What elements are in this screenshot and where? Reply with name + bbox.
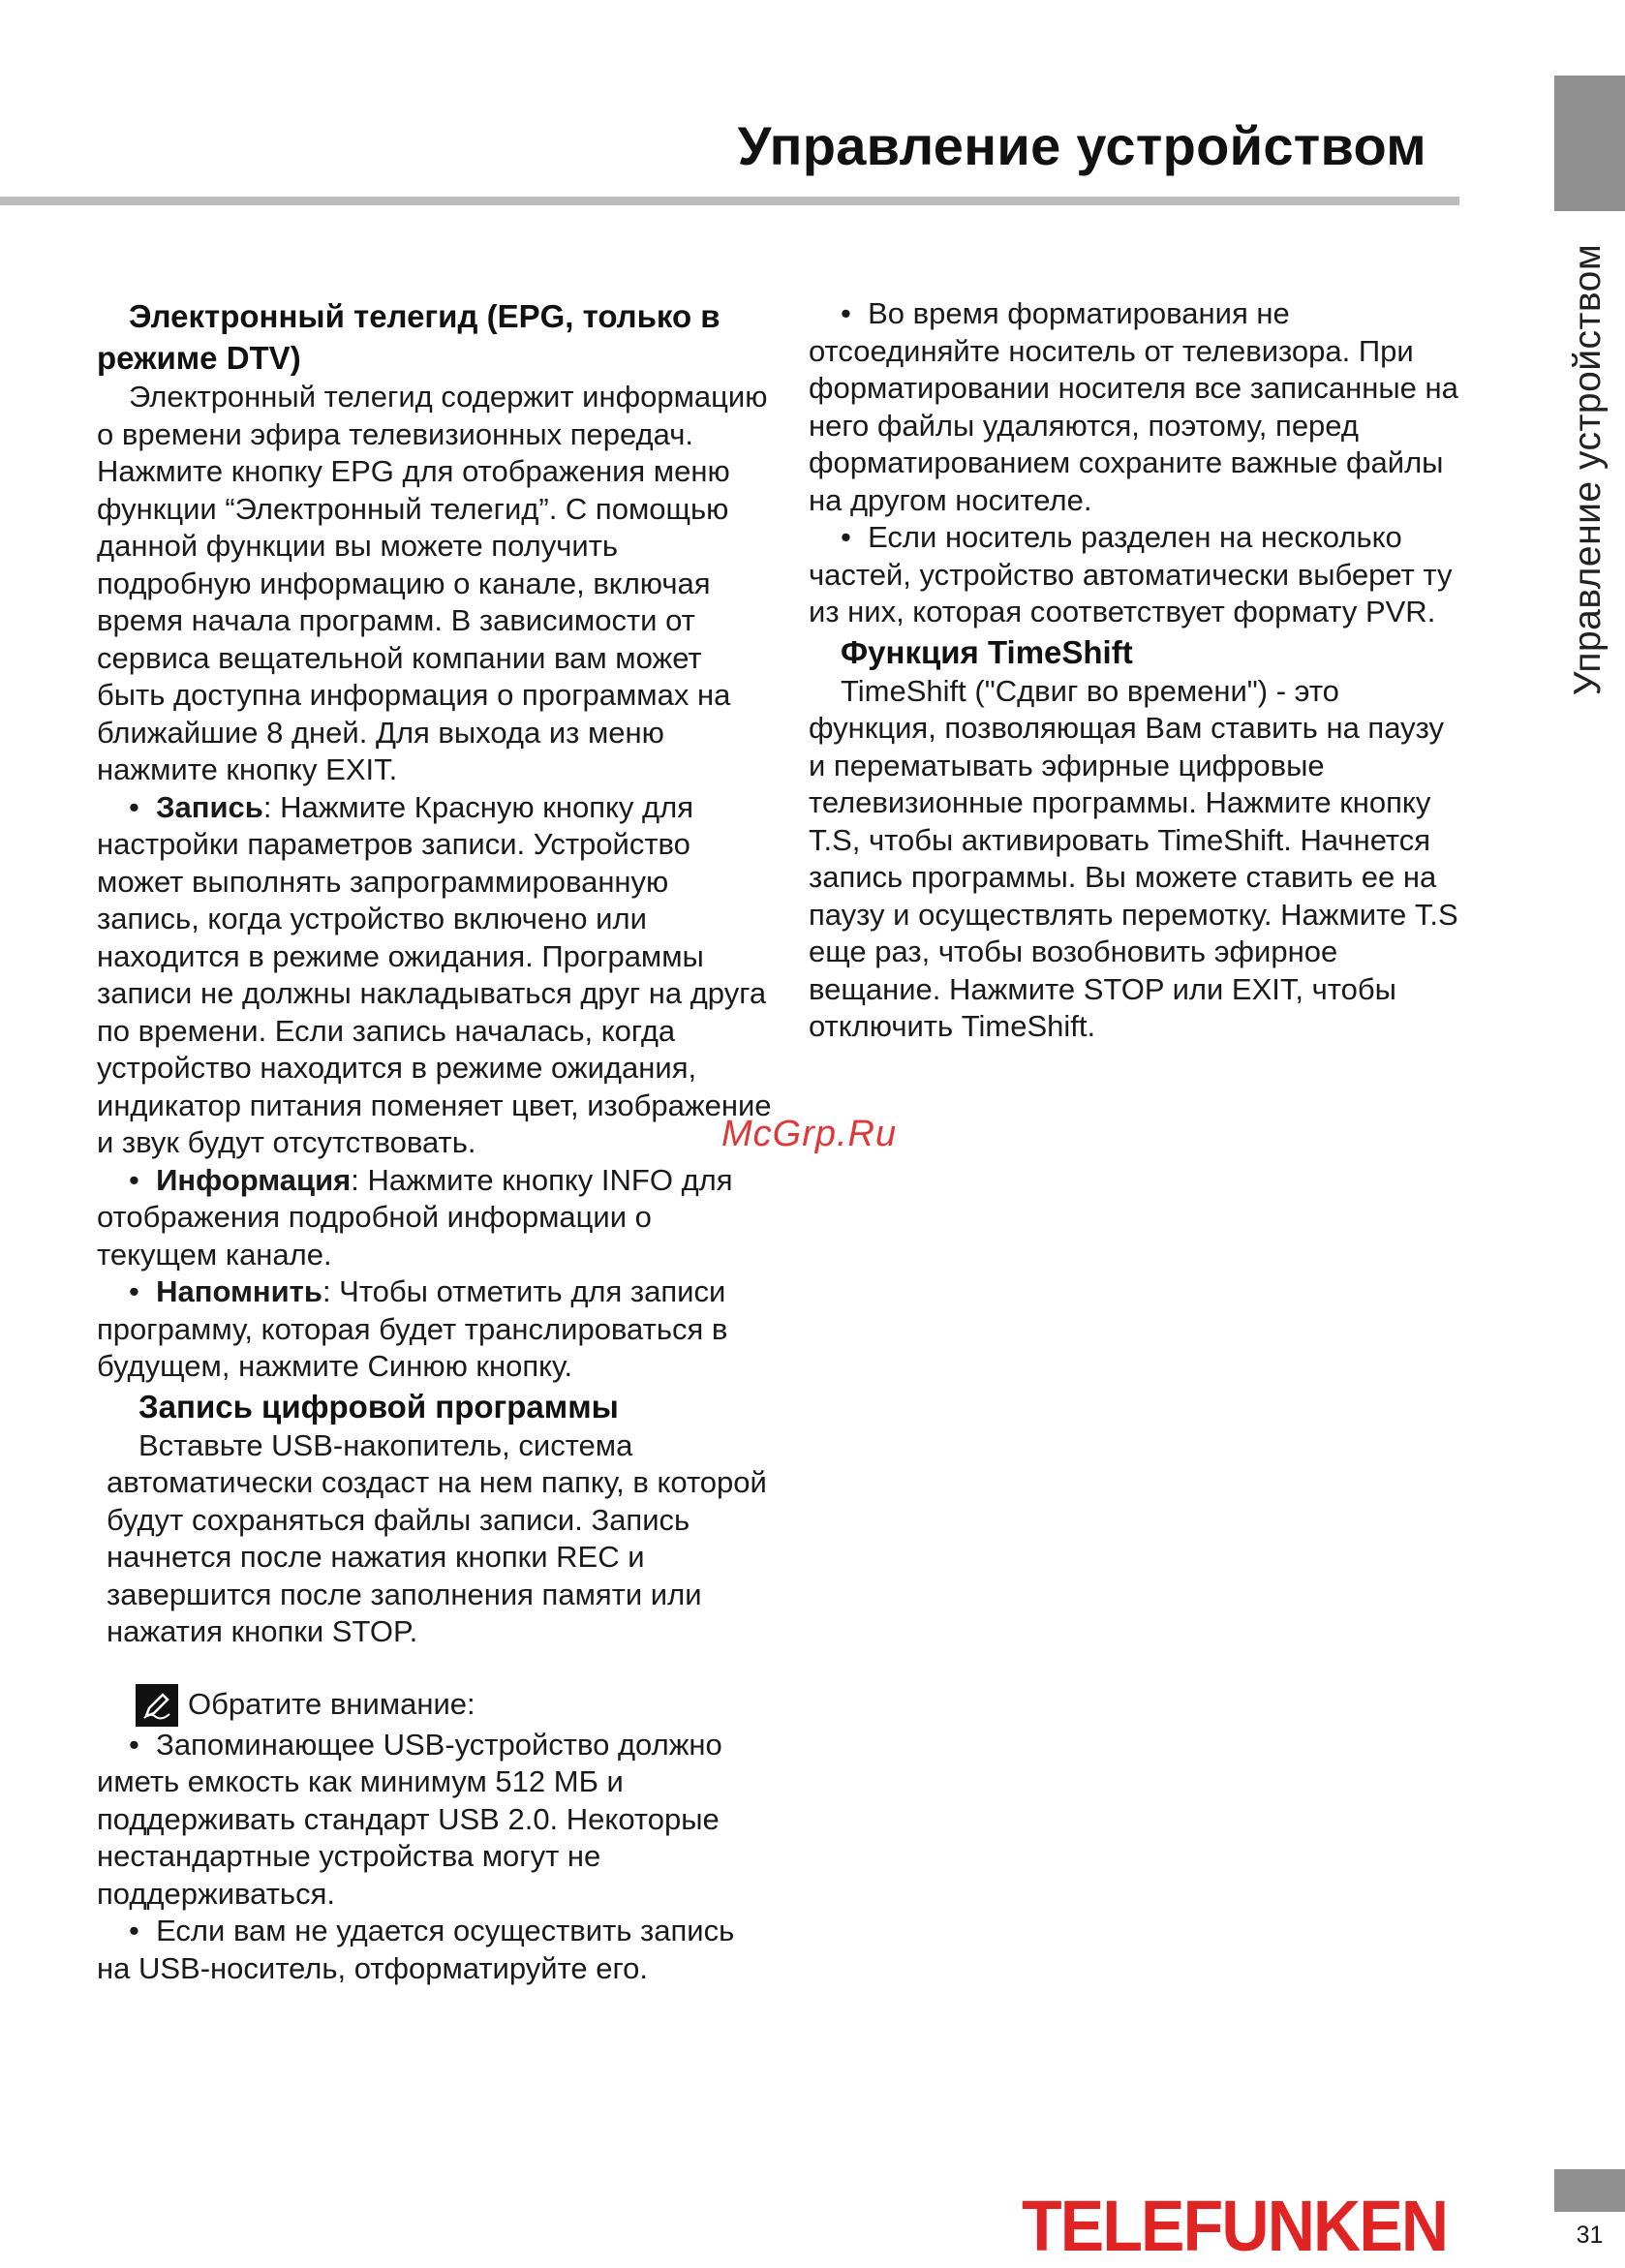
bullet-record: • Запись: Нажмите Красную кнопку для настройки параметров записи. Устройство может выполнять запрограммированную запись, когда устройство включено или находится в режиме ожидания. Программы записи не должны накладываться друг на друга по времени. Если запись началась, когда устройство находится в режиме ожидания, индикатор питания поменяет цвет, изображение и звук будут отсутствовать.: [97, 789, 772, 1159]
side-tab-top: [1554, 76, 1625, 211]
bullet-text: : Чтобы отметить для записи программу, которая будет транслироваться в будущем, нажмите Синюю кнопку.: [97, 1274, 728, 1383]
note-bullet: • Если носитель разделен на несколько частей, устройство автоматически выберет ту из них, которая соответствует формату PVR.: [809, 520, 1453, 628]
note-bullet: • Если вам не удается осуществить запись на USB-носитель, отформатируйте его.: [97, 1914, 735, 1985]
bullet-term: Запись: [156, 789, 263, 824]
note-title: Обратите внимание:: [188, 1687, 475, 1722]
bullet-term: Напомнить: [156, 1274, 322, 1308]
recording-paragraph: Вставьте USB-накопитель, система автоматически создаст на нем папку, в которой будут сохраняться файлы записи. Запись начнется после нажатия кнопки REC и завершится после заполнения памяти или нажатия кнопки STOP.: [107, 1427, 767, 1648]
timeshift-paragraph: TimeShift ("Сдвиг во времени") - это функция, позволяющая Вам ставить на паузу и перематывать эфирные цифровые телевизионные программы. Нажмите кнопку T.S, чтобы активировать TimeShift. Начнется запись программы. Вы можете ставить ее на паузу и осуществлять перемотку. Нажмите T.S еще раз, чтобы возобновить эфирное вещание. Нажмите STOP или EXIT, чтобы отключить TimeShift.: [809, 673, 1458, 1043]
bullet-term: Информация: [156, 1162, 352, 1197]
watermark: McGrp.Ru: [721, 1114, 898, 1154]
note-bullet: • Во время форматирования не отсоединяйте носитель от телевизора. При форматировании носителя все записанные на него файлы удаляются, поэтому, перед форматированием сохраните важные файлы на другом носителе.: [809, 296, 1458, 517]
side-tab-bottom: [1554, 2169, 1625, 2212]
brand-logo: TELEFUNKEN: [1022, 2186, 1448, 2266]
page-number: 31: [1576, 2222, 1604, 2249]
note-bullet: • Запоминающее USB-устройство должно иметь емкость как минимум 512 МБ и поддерживать стандарт USB 2.0. Некоторые нестандартные устройства могут не поддерживаться.: [97, 1727, 722, 1911]
note-pencil-icon: [136, 1684, 178, 1727]
side-tab-label: Управление устройством: [1567, 243, 1609, 696]
timeshift-section-title: Функция TimeShift: [841, 633, 1133, 670]
bullet-remind: • Напомнить: Чтобы отметить для записи программу, которая будет транслироваться в будущем, нажмите Синюю кнопку.: [97, 1274, 728, 1383]
epg-paragraph: Электронный телегид содержит информацию о времени эфира телевизионных передач. Нажмите кнопку EPG для отображения меню функции “Электронный телегид”. С помощью данной функции вы можете получить подробную информацию о канале, включая время начала программ. В зависимости от сервиса вещательной компании вам может быть доступна информация о программах на ближайшие 8 дней. Для выхода из меню нажмите кнопку EXIT.: [97, 380, 768, 786]
bullet-info: • Информация: Нажмите кнопку INFO для отображения подробной информации о текущем канале.: [97, 1162, 733, 1272]
left-column: [97, 295, 775, 1987]
header-divider: [0, 197, 1459, 205]
page-title: Управление устройством: [737, 115, 1426, 176]
bullet-text: : Нажмите кнопку INFO для отображения подробной информации о текущем канале.: [97, 1162, 733, 1272]
note-heading: [97, 1684, 775, 1727]
bullet-text: : Нажмите Красную кнопку для настройки параметров записи. Устройство может выполнять запрограммированную запись, когда устройство включено или находится в режиме ожидания. Программы записи не должны накладываться друг на друга по времени. Если запись началась, когда устройство находится в режиме ожидания, индикатор питания поменяет цвет, изображение и звук будут отсутствовать.: [97, 789, 772, 1159]
right-column: [809, 295, 1467, 1046]
epg-section-title: Электронный телегид (EPG, только в режиме DTV): [97, 298, 721, 376]
recording-section-title: Запись цифровой программы: [138, 1388, 619, 1425]
